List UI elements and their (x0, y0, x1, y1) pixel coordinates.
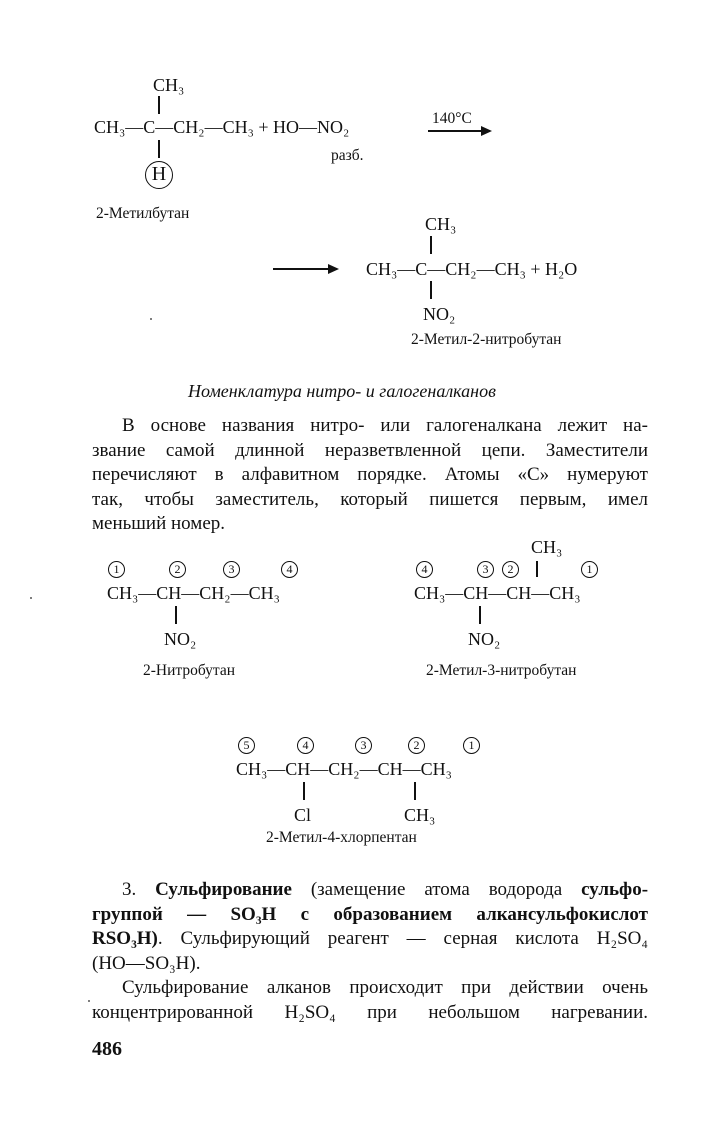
reaction-dilute: разб. (331, 147, 364, 164)
reactant-bond-top (158, 96, 160, 114)
scan-speck (30, 597, 32, 599)
example2-no2: NO₂ (468, 629, 501, 649)
scan-speck (88, 1000, 90, 1002)
section-number: 3. (122, 879, 137, 900)
term-sulfonation: Сульфирование (155, 879, 292, 900)
paragraph-sulfonation (92, 878, 648, 976)
scan-speck (150, 318, 152, 320)
carbon-number-circle: 1 (581, 561, 598, 578)
carbon-number-circle: 3 (223, 561, 240, 578)
example3-bond-left (303, 782, 305, 800)
reaction-arrow-2 (273, 268, 337, 270)
carbon-number-circle: 2 (408, 737, 425, 754)
reactant-bond-bottom (158, 140, 160, 158)
paragraph-line: Сульфирование алканов происходит при действии очень (122, 977, 648, 998)
carbon-number-circle: 1 (463, 737, 480, 754)
carbon-number-circle: 4 (281, 561, 298, 578)
carbon-number-circle: 4 (297, 737, 314, 754)
hydrogen-circle: H (145, 161, 173, 189)
product-ch3-top: CH₃ (425, 214, 457, 234)
paragraph-line: меньший номер. (92, 513, 226, 534)
example3-name: 2-Метил-4-хлорпентан (266, 829, 417, 846)
product-bond-top (430, 236, 432, 254)
term-rso3h: RSO₃H) (92, 928, 158, 949)
reaction-temperature: 140°C (432, 110, 472, 127)
example2-bond-bottom (479, 606, 481, 624)
example2-chain: CH₃—CH—CH—CH₃ (414, 583, 581, 603)
example1-chain: CH₃—CH—CH₂—CH₃ (107, 583, 280, 603)
reaction-arrow-1 (428, 130, 490, 132)
paragraph-text: . Сульфирующий реагент — серная кислота H₂SO₄ (157, 928, 648, 949)
carbon-number-circle: 3 (355, 737, 372, 754)
paragraph-line: так, чтобы заместитель, который пишется первым, имел (92, 488, 648, 510)
carbon-number-circle: 5 (238, 737, 255, 754)
reactant-ch3-top: CH₃ (153, 75, 185, 95)
example3-ch3: CH₃ (404, 805, 436, 825)
paragraph-line: В основе названия нитро- или галогеналкана лежит на- (122, 415, 648, 436)
paragraph-line: (HO—SO₃H). (92, 952, 201, 974)
carbon-number-circle: 2 (502, 561, 519, 578)
example2-name: 2-Метил-3-нитробутан (426, 662, 577, 679)
example3-chain: CH₃—CH—CH₂—CH—CH₃ (236, 759, 452, 779)
example3-bond-right (414, 782, 416, 800)
product-bond-bottom (430, 281, 432, 299)
carbon-number-circle: 4 (416, 561, 433, 578)
paragraph-line: концентрированной H₂SO₄ при небольшом нагревании. (92, 1001, 648, 1023)
section-heading: Номенклатура нитро- и галогеналканов (188, 381, 496, 401)
example1-bond (175, 606, 177, 624)
reactant-chain: CH₃—C—CH₂—CH₃ + HO—NO₂ (94, 117, 350, 137)
carbon-number-circle: 3 (477, 561, 494, 578)
example2-ch3-top: CH₃ (531, 537, 563, 557)
carbon-number-circle: 2 (169, 561, 186, 578)
product-no2: NO₂ (423, 304, 456, 324)
term-sulfogroup: группой — SO₃H с образованием алкансульфокислот (92, 903, 648, 925)
page-number: 486 (92, 1038, 122, 1060)
example2-bond-top (536, 561, 538, 577)
paragraph-line (92, 927, 648, 952)
example1-no2: NO₂ (164, 629, 197, 649)
paragraph-text: (замещение атома водорода (291, 879, 582, 900)
paragraph-line: звание самой длинной неразветвленной цепи. Заместители (92, 439, 648, 461)
paragraph-line (92, 878, 648, 903)
product-name: 2-Метил-2-нитробутан (411, 331, 562, 348)
product-chain: CH₃—C—CH₂—CH₃ + H₂O (366, 259, 578, 279)
example3-cl: Cl (294, 805, 312, 825)
paragraph-line (92, 903, 648, 928)
reactant-name: 2-Метилбутан (96, 205, 190, 222)
paragraph-nomenclature (92, 414, 648, 537)
carbon-number-circle: 1 (108, 561, 125, 578)
term-sulfo: сульфо- (581, 879, 649, 900)
example1-name: 2-Нитробутан (143, 662, 236, 679)
paragraph-conditions (92, 976, 648, 1025)
paragraph-line: перечисляют в алфавитном порядке. Атомы «С» нумеруют (92, 464, 648, 485)
